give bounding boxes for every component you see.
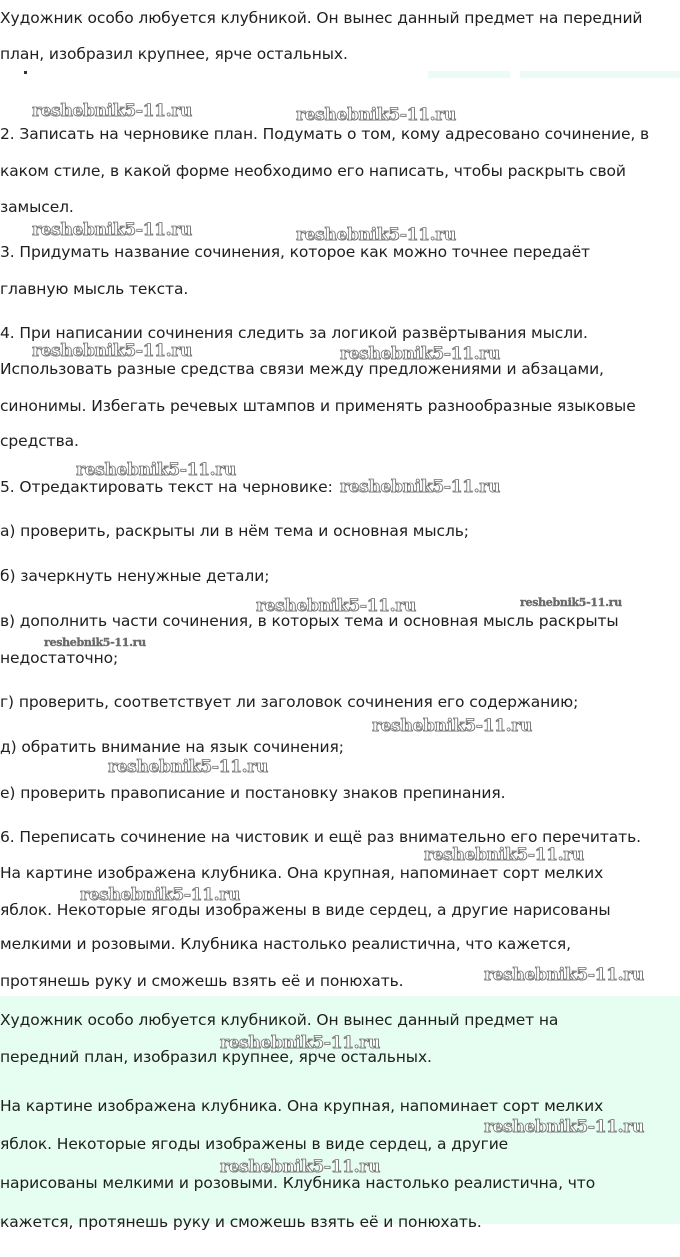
text-line: 3. Придумать название сочинения, которое как можно точнее передаёт — [0, 243, 590, 261]
watermark: reshebnik5-11.ru — [32, 101, 192, 121]
watermark: reshebnik5-11.ru — [372, 716, 532, 736]
text-line: протянешь руку и сможешь взять её и понюхать. — [0, 972, 404, 990]
text-line: мелкими и розовыми. Клубника настолько реалистична, что кажется, — [0, 935, 571, 953]
text-line: е) проверить правописание и постановку знаков препинания. — [0, 784, 506, 802]
text-line: д) обратить внимание на язык сочинения; — [0, 738, 344, 756]
text-line: а) проверить, раскрыты ли в нём тема и основная мысль; — [0, 522, 469, 540]
watermark: reshebnik5-11.ru — [220, 1157, 380, 1177]
text-line: Использовать разные средства связи между предложениями и абзацами, — [0, 360, 604, 378]
watermark: reshebnik5-11.ru — [424, 845, 584, 865]
watermark: reshebnik5-11.ru — [108, 757, 268, 777]
text-line: На картине изображена клубника. Она крупная, напоминает сорт мелких — [0, 864, 604, 882]
watermark: reshebnik5-11.ru — [340, 477, 500, 497]
highlighted-text-line: яблок. Некоторые ягоды изображены в виде сердец, а другие — [0, 1135, 509, 1153]
watermark: reshebnik5-11.ru — [296, 105, 456, 125]
text-line: синонимы. Избегать речевых штампов и применять разнообразные языковые — [0, 397, 636, 415]
text-line: каком стиле, в какой форме необходимо его написать, чтобы раскрыть свой — [0, 162, 626, 180]
text-line: яблок. Некоторые ягоды изображены в виде сердец, а другие нарисованы — [0, 901, 611, 919]
highlighted-text-line: кажется, протянешь руку и сможешь взять её и понюхать. — [0, 1213, 482, 1231]
text-line: замысел. — [0, 198, 74, 216]
watermark: reshebnik5-11.ru — [484, 1117, 644, 1137]
watermark: reshebnik5-11.ru — [484, 965, 644, 985]
watermark: reshebnik5-11.ru — [296, 225, 456, 245]
watermark: reshebnik5-11.ru — [32, 341, 192, 361]
text-line: 6. Переписать сочинение на чистовик и ещё раз внимательно его перечитать. — [0, 828, 641, 846]
text-line: средства. — [0, 432, 79, 450]
watermark: reshebnik5-11.ru — [520, 596, 622, 609]
text-line: Художник особо любуется клубникой. Он вынес данный предмет на передний — [0, 9, 643, 27]
text-line: 5. Отредактировать текст на черновике: — [0, 478, 333, 496]
text-line: главную мысль текста. — [0, 280, 189, 298]
watermark: reshebnik5-11.ru — [80, 885, 240, 905]
stray-mark — [24, 71, 27, 74]
highlighted-text-line: Художник особо любуется клубникой. Он вынес данный предмет на — [0, 1011, 559, 1029]
highlighted-text-line: нарисованы мелкими и розовыми. Клубника настолько реалистична, что — [0, 1174, 596, 1192]
watermark: reshebnik5-11.ru — [44, 636, 146, 649]
scroll-fragment-bar — [428, 71, 510, 78]
text-line: 2. Записать на черновике план. Подумать о том, кому адресовано сочинение, в — [0, 125, 650, 143]
highlighted-text-line: На картине изображена клубника. Она крупная, напоминает сорт мелких — [0, 1097, 604, 1115]
text-line: г) проверить, соответствует ли заголовок сочинения его содержанию; — [0, 693, 579, 711]
text-line: недостаточно; — [0, 649, 119, 667]
watermark: reshebnik5-11.ru — [76, 460, 236, 480]
text-line: 4. При написании сочинения следить за логикой развёртывания мысли. — [0, 324, 588, 342]
watermark: reshebnik5-11.ru — [32, 220, 192, 240]
watermark: reshebnik5-11.ru — [220, 1033, 380, 1053]
text-line: б) зачеркнуть ненужные детали; — [0, 567, 270, 585]
watermark: reshebnik5-11.ru — [256, 596, 416, 616]
highlighted-text-line: передний план, изобразил крупнее, ярче остальных. — [0, 1048, 432, 1066]
text-line: в) дополнить части сочинения, в которых тема и основная мысль раскрыты — [0, 612, 619, 630]
scroll-fragment-bar — [520, 71, 680, 78]
text-line: план, изобразил крупнее, ярче остальных. — [0, 45, 348, 63]
watermark: reshebnik5-11.ru — [340, 344, 500, 364]
